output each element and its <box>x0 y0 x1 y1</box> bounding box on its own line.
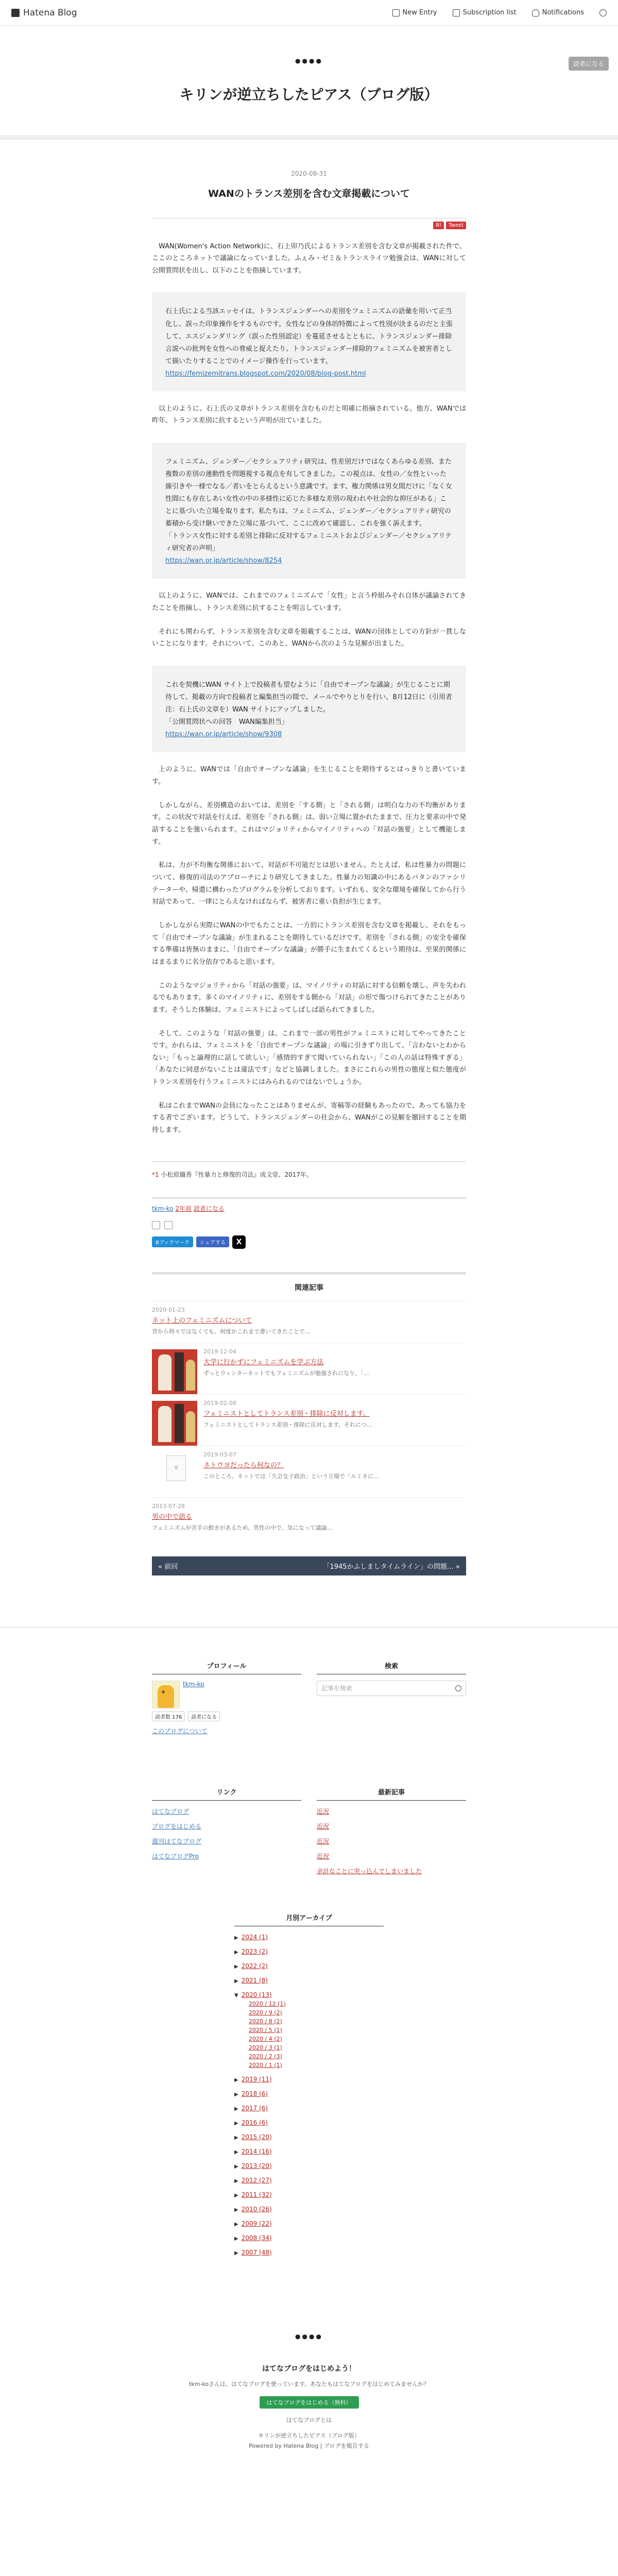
paragraph-7: 私は、力が不均衡な関係において、対話が不可能だとは思いません。たとえば、私は性暴力の問題について、修復的司法のアプローチにより研究してきました。性暴力の知識の中にあるパタンのファシリテーターや、帰還に構わったプログラムを分析しております。いずれも、安全な環境を確保してから行う対話であって、一律にとらえなければならず、被害者に重い負担が生じます。 <box>152 861 466 906</box>
related-item[interactable] <box>152 1394 466 1446</box>
search-module <box>317 1660 466 1735</box>
footer <box>0 2333 618 2470</box>
pager-next[interactable]: 「1945かふしましタイムライン」の問題… » <box>323 1563 460 1571</box>
triangle-right-icon[interactable]: ▶ <box>234 2178 238 2184</box>
paragraph-11: 私はこれまでWANの会員になったことはありませんが、寄稿等の経験もあったので、あっても協力をする者でございます。どうして、トランスジェンダーの社会から、WANがこの見解を撤回することを期待します。 <box>152 1101 466 1134</box>
related-summary: フェミニストとしてトランス差別・排除に反対します。それにつ… <box>203 1421 372 1428</box>
related-item[interactable] <box>152 1497 466 1539</box>
triangle-right-icon[interactable]: ▶ <box>234 1963 238 1970</box>
entry-date[interactable]: 2020-08-31 <box>291 170 327 177</box>
quote-2-link[interactable]: https://wan.or.jp/article/show/8254 <box>165 557 282 565</box>
recent-module <box>317 1787 466 1882</box>
star-row <box>152 1221 466 1229</box>
archive-year[interactable]: ▶ 2019 (11) <box>234 2075 272 2083</box>
reader-count-badge: 読者数 176 <box>152 1711 185 1721</box>
top-actions <box>392 9 607 16</box>
sidebar-row-1 <box>152 1660 466 1735</box>
profile-reader-button[interactable]: 読者になる <box>188 1711 220 1721</box>
triangle-right-icon[interactable]: ▶ <box>234 1949 238 1955</box>
archive-module <box>234 1912 384 2256</box>
archive-year[interactable]: ▶ 2017 (6) <box>234 2104 268 2112</box>
footnote-text: 小松原織香『性暴力と修復的司法』成文堂、2017年。 <box>161 1171 313 1178</box>
archive-year[interactable]: ▶ 2022 (2) <box>234 1962 268 1970</box>
subscribe-reader-button[interactable]: 読者になる <box>569 57 609 71</box>
add-star-icon[interactable] <box>152 1221 160 1229</box>
header-divider <box>0 135 618 139</box>
archive-year[interactable]: ▶ 2015 (20) <box>234 2133 272 2141</box>
sidebar-link[interactable]: はてなブログ <box>152 1807 190 1815</box>
entry-title[interactable]: WANのトランス差別を含む文章掲載について <box>208 188 410 199</box>
triangle-right-icon[interactable]: ▶ <box>234 2106 238 2112</box>
blog-title[interactable]: キリンが逆立ちしたピアス（ブログ版） <box>179 86 439 103</box>
triangle-right-icon[interactable]: ▶ <box>234 2207 238 2213</box>
related-date: 2013-07-28 <box>152 1502 185 1510</box>
sidebar-link[interactable]: ブログをはじめる <box>152 1822 202 1830</box>
footer-blog-name[interactable]: キリンが逆立ちしたピアス（ブログ版） <box>258 2432 360 2439</box>
quote-2-text: フェミニズム、ジェンダー／セクシュアリティ研究は、性差別だけではなくあらゆる差別、また複数の差別の連動性を問題視する視点を有してきました。この視点は、女性の／女性といった線引きや一様でなる／者いをとらえるという意識です。ます、権力関係は男女間だけに「なく女性間にも存在しあい女性の中の多様性に応じた多様な差別の現われや社会的な抑圧がある」ことに基づいた立場を取ります。私たちは、フェミニズム、ジェンダー／セクシュアリティ研究の蓄積から受け継いできた立場に基づいて、ここに改めて確認し、これを強く訴えます。 <box>165 458 452 528</box>
recent-list <box>317 1807 466 1875</box>
related-date: 2019-02-08 <box>203 1399 236 1406</box>
archive-month[interactable]: 2020 / 5 (1) <box>249 2026 282 2033</box>
triangle-right-icon[interactable]: ▶ <box>234 2235 238 2242</box>
triangle-right-icon[interactable]: ▶ <box>234 2134 238 2141</box>
search-body <box>317 1681 466 1696</box>
subscription-list-button[interactable] <box>453 9 517 16</box>
archive-year[interactable]: ▶ 2011 (32) <box>234 2191 272 2198</box>
related-thumbnail[interactable] <box>152 1401 197 1446</box>
tweet-chip[interactable]: Tweet <box>446 222 466 229</box>
social-buttons <box>152 1235 466 1249</box>
archive-months <box>234 2001 384 2069</box>
archive-month[interactable]: 2020 / 8 (2) <box>249 2018 282 2025</box>
archive-year[interactable]: ▶ 2012 (27) <box>234 2176 272 2184</box>
hatena-bookmark-chip[interactable]: B! <box>433 222 444 229</box>
start-blog-button[interactable]: はてなブログをはじめる（無料） <box>260 2396 359 2409</box>
archive-year[interactable]: ▶ 2013 (20) <box>234 2162 272 2170</box>
archive-month[interactable]: 2020 / 3 (1) <box>249 2044 282 2051</box>
related-title: 関連記事 <box>152 1273 466 1293</box>
triangle-right-icon[interactable]: ▶ <box>234 2149 238 2155</box>
related-title-link[interactable]: 男の中で語る <box>152 1513 193 1521</box>
quote-1-link[interactable]: https://femizemitrans.blogspot.com/2020/08/blog-post.html <box>165 369 366 378</box>
archive-year[interactable]: ▶ 2024 (1) <box>234 1933 268 1941</box>
meta-reader-link[interactable]: 読者になる <box>193 1205 225 1212</box>
star-user-icon[interactable] <box>164 1221 173 1229</box>
footer-subtitle: tkm-koさんは、はてなブログを使っています。あなたもはてなブログをはじめてみませんか？ <box>188 2380 430 2387</box>
links-module <box>152 1787 301 1882</box>
quote-2 <box>152 443 466 579</box>
triangle-right-icon[interactable]: ▶ <box>234 1935 238 1941</box>
pager <box>152 1556 466 1575</box>
triangle-right-icon[interactable]: ▶ <box>234 2163 238 2170</box>
triangle-right-icon[interactable]: ▶ <box>234 2091 238 2097</box>
footnote-marker[interactable]: *1 <box>152 1171 159 1178</box>
quote-1-text: 石上氏による当該エッセイは、トランスジェンダーへの差別をフェミニズムの語彙を用いて正当化し、誤った印象操作をするものです。女性などの身体的特徴によって性別が決まるのだと主張して、エスジェンダリング（誤った性別認定）を蔓延させるとともに、トランスジェンダー排除言説への批判を女性への脅威と捉えたり、トランスジェンダー排除的フェミニズムを被害者として描いたりすることでのイメージ操作を行っています。 <box>165 308 453 365</box>
user-avatar-icon[interactable] <box>599 9 607 16</box>
paragraph-4: それにも関わらず、トランス差別を含む文章を掲載することは、WANの団体としての方針が一貫しないことになります。それについて、このあと、WANから次のような見解が出ました。 <box>152 628 466 648</box>
list-icon <box>453 9 460 16</box>
footer-powered[interactable]: Powered by Hatena Blog | ブログを報告する <box>249 2442 369 2449</box>
profile-title: プロフィール <box>152 1660 301 1674</box>
hatena-logo-icon <box>11 9 20 17</box>
related-summary: 昔から時々ではなくても、何度かこれまで書いてきたことで… <box>152 1328 311 1335</box>
archive-month[interactable]: 2020 / 9 (2) <box>249 2009 282 2016</box>
archive-year[interactable]: ▶ 2014 (16) <box>234 2147 272 2155</box>
search-input[interactable] <box>317 1681 466 1696</box>
paragraph-9: このようなマジョリティから「対話の強要」は、マイノリティの対話に対する信頼を壊し、声を失われるでもあります。多くのマイノリティに、差別をする側から「対話」の形で傷つけられてきたことがあります。そうした体験は、フェミニストによってしばしば語られてきました。 <box>152 981 466 1014</box>
triangle-right-icon[interactable]: ▶ <box>234 2250 238 2256</box>
paragraph-2: 以上のように、石上氏の文章がトランス差別を含むものだと明確に指摘されている。他方、WANでは昨年、トランス差別に抗するという声明が出ていました。 <box>152 404 466 425</box>
related-title-link[interactable]: 大学に行かずにフェミニズムを学ぶ方法 <box>203 1358 324 1366</box>
sidebar-link[interactable]: 週刊はてなブログ <box>152 1837 202 1845</box>
related-list <box>152 1301 466 1539</box>
related-date: 2019-03-07 <box>203 1451 236 1458</box>
x-share-button[interactable]: X <box>232 1235 246 1249</box>
share-chips <box>152 222 466 229</box>
related-summary: このところ、ネットでは「久会女子政治」という立場で「ルミネに… <box>203 1472 379 1480</box>
notifications-label: Notifications <box>542 9 584 16</box>
entry-age[interactable]: 2年前 <box>175 1205 192 1212</box>
triangle-right-icon[interactable]: ▶ <box>234 2120 238 2126</box>
triangle-down-icon[interactable]: ▼ <box>234 1992 238 1998</box>
facebook-share-button[interactable]: シェアする <box>196 1236 229 1247</box>
archive-year[interactable]: ▶ 2023 (2) <box>234 1947 268 1955</box>
quote-3 <box>152 666 466 752</box>
triangle-right-icon[interactable]: ▶ <box>234 2192 238 2198</box>
sidebar-link[interactable]: はてなブログPro <box>152 1852 199 1860</box>
quote-2-title: 「トランス女性に対する差別と排除に反対するフェミニストおよびジェンダー／セクシュアリティ研究者の声明」 <box>165 532 452 553</box>
recent-entry[interactable]: 近況 <box>317 1837 330 1845</box>
top-bar <box>0 0 618 26</box>
footnote <box>152 1170 466 1179</box>
recent-entry[interactable]: 近況 <box>317 1822 330 1830</box>
search-title: 検索 <box>317 1660 466 1674</box>
subscription-label: Subscription list <box>462 9 517 16</box>
profile-body <box>152 1681 301 1735</box>
hatena-blog-logo[interactable] <box>11 8 77 18</box>
related-summary: フェミニズムが苦手の動きがあるため、男性の中で、気になって議論… <box>152 1524 333 1531</box>
recent-entry[interactable]: 近況 <box>317 1852 330 1860</box>
new-entry-label: New Entry <box>402 9 437 16</box>
book-thumbnail-icon[interactable]: 本 <box>166 1455 186 1481</box>
search-placeholder: 記事を検索 <box>321 1685 353 1692</box>
archive-month[interactable]: 2020 / 1 (1) <box>249 2061 282 2069</box>
hatena-bookmark-button[interactable]: Bブックマーク <box>152 1236 193 1247</box>
quote-3-link[interactable]: https://wan.or.jp/article/show/9308 <box>165 731 282 739</box>
related-summary: ずっとウィンターネットでもフェミニズムが勉強されになり、「… <box>203 1369 369 1377</box>
notifications-button[interactable] <box>532 9 584 16</box>
paragraph-1: WAN(Women's Action Network)に、石上卯乃氏によるトランス差別を含む文章が掲載された件で、ここのところネットで議論になっていました。ふぇみ・ゼミ＆トランスライツ勉強会は、WANに対して公開質問状を出し、以下のことを指摘しています。 <box>152 242 466 275</box>
giraffe-icon <box>158 1685 174 1708</box>
links-list <box>152 1807 301 1860</box>
new-entry-button[interactable] <box>392 9 437 16</box>
archive-month[interactable]: 2020 / 12 (1) <box>249 2000 286 2007</box>
article <box>152 139 466 1575</box>
archive-year[interactable]: ▶ 2018 (6) <box>234 2090 268 2097</box>
archive-title: 月別アーカイブ <box>234 1912 384 1926</box>
paragraph-3: 以上のように、WANでは、これまでのフェミニズムで「女性」と言う枠組みそれ自体が議論されてきたことを指摘し、トランス差別に抗することを明言しています。 <box>152 592 466 613</box>
archive-list <box>234 1934 384 2256</box>
recent-entry[interactable]: 余計なことに突っ込んでしまいました <box>317 1867 422 1875</box>
sidebar-area <box>0 1627 618 2470</box>
profile-badges <box>152 1711 301 1721</box>
archive-month[interactable]: 2020 / 4 (2) <box>249 2035 282 2042</box>
author-link[interactable]: tkm-ko <box>152 1205 174 1212</box>
sidebar-row-2 <box>152 1787 466 1882</box>
related-date: 2019-12-04 <box>203 1348 236 1355</box>
triangle-right-icon[interactable]: ▶ <box>234 2221 238 2227</box>
paragraph-10: そして、このような「対話の強要」は、これまで一部の男性がフェミニストに対してやってきたことです。かれらは、フェミニストを「自由でオープンな議論」の場に引きずり出して、「言わないとわからない」「もっと論理的に話して欲しい」「感情的すぎて聞いていられない」「この人の話は特殊すぎる」「あなたに同意がないことは違法です」などと協調しました。まさにこれらの男性の態度と似た態度がトランス差別を行うフェミニストにはみられるのではないでしょうか。 <box>152 1029 466 1087</box>
profile-module <box>152 1660 301 1735</box>
header-dots: ●●●● <box>295 57 323 64</box>
related-title-link[interactable]: ネトウヨだったら何なの？ <box>203 1461 284 1469</box>
related-title-link[interactable]: フェミニストとしてトランス差別・排除に反対します。 <box>203 1410 370 1418</box>
pencil-icon <box>392 9 400 16</box>
archive-year[interactable]: ▶ 2010 (26) <box>234 2205 272 2213</box>
recent-title: 最新記事 <box>317 1787 466 1801</box>
archive-year[interactable]: ▶ 2021 (8) <box>234 1976 268 1984</box>
footnote-divider <box>152 1161 466 1162</box>
quote-1 <box>152 292 466 391</box>
related-thumbnail[interactable] <box>152 1349 197 1395</box>
recent-entry[interactable]: 近況 <box>317 1807 330 1815</box>
footer-dots: ●●●● <box>295 2332 323 2340</box>
related-item[interactable] <box>152 1446 466 1497</box>
archive-year-expanded[interactable]: ▼ 2020 (13) 2020 / 12 (1) 2020 / 9 (2) 2020 / 8 (2) 2020 / 5 (1) 2020 / 4 (2) 2020 / 3 (1) 2020 / 2 (3) 2020 / 1 (1) <box>234 1991 384 2069</box>
quote-3-text: これを契機にWAN サイト上で投稿者も望むように「自由でオープンな議論」が生じることに期待して、掲載の方向で投稿者と編集担当の間で、メールでやりとりを行い、8月12日に（引用者注：石上氏の文章を）WAN サイトにアップしました。 <box>165 681 453 714</box>
paragraph-6: しかしながら、差別構造のおいては、差別を「する側」と「される側」は明白な力の不均衡があります。この状況で対話を行えば、差別を「される側」は、弱い立場に置かれたままで、圧力と要求の中で発話することを強いられます。これはマジョリティからマイノリティへの「対話の強要」として機能します。 <box>152 801 466 846</box>
profile-avatar[interactable] <box>152 1681 180 1708</box>
bell-icon <box>532 9 539 16</box>
sidebar <box>152 1660 466 2256</box>
profile-id-link[interactable]: tkm-ko <box>183 1680 204 1688</box>
related-title-link[interactable]: ネット上のフェミニズムについて <box>152 1316 252 1325</box>
archive-year[interactable]: ▶ 2016 (6) <box>234 2119 268 2126</box>
triangle-right-icon[interactable]: ▶ <box>234 1978 238 1984</box>
archive-year[interactable]: ▶ 2008 (34) <box>234 2234 272 2242</box>
footer-title: はてなブログをはじめよう！ <box>262 2364 356 2373</box>
brand-label: Hatena Blog <box>23 7 77 18</box>
paragraph-8: しかしながら実際にWANの中でもたことは、一方的にトランス差別を含む文章を掲載し、それをもって「自由でオープンな議論」が生まれることを期待しているだけです。差別を「される側」の安全を確保する準備は皆無のままに、「自由でオープンな議論」が勝手に生まれてくるという期待は、至果的関係にはまるまりに名分依存であると思います。 <box>152 921 466 966</box>
archive-year[interactable]: ▶ 2007 (48) <box>234 2248 272 2256</box>
quote-3-title: 「公開質問状への回答 WAN編集担当」 <box>165 718 288 726</box>
triangle-right-icon[interactable]: ▶ <box>234 2077 238 2083</box>
related-item[interactable] <box>152 1301 466 1343</box>
related-item[interactable] <box>152 1343 466 1394</box>
search-icon[interactable] <box>455 1685 461 1691</box>
links-title: リンク <box>152 1787 301 1801</box>
related-date: 2020-01-23 <box>152 1306 185 1313</box>
about-blog-link[interactable]: このブログについて <box>152 1727 208 1735</box>
paragraph-5: 上のように、WANでは「自由でオープンな議論」を生じることを期待するとはっきりと書いています。 <box>152 766 466 786</box>
archive-month[interactable]: 2020 / 2 (3) <box>249 2053 282 2060</box>
entry-meta <box>152 1197 466 1213</box>
footer-about-link[interactable]: はてなブログとは <box>286 2416 332 2424</box>
pager-prev[interactable]: « 前回 <box>158 1563 178 1571</box>
blog-header <box>0 26 618 139</box>
archive-year[interactable]: ▶ 2009 (22) <box>234 2219 272 2227</box>
